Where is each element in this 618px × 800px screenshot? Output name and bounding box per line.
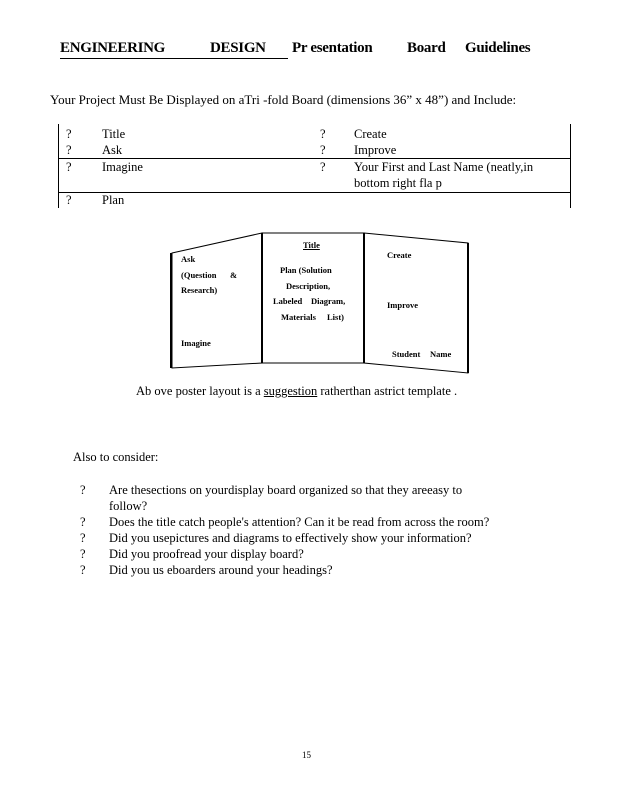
- table-cell-ask: Ask: [102, 143, 123, 157]
- title-word-board: Board: [407, 40, 446, 56]
- intro-text: Your Project Must Be Displayed on aTri -fold Board (dimensions 36” x 48”) and Include:: [50, 92, 517, 107]
- list-item-text: Are thesections on yourdisplay board organized so that they areeasy to: [109, 483, 463, 497]
- title-word-guidelines: Guidelines: [465, 40, 531, 56]
- list-item-mark: ?: [80, 515, 86, 529]
- board-label-research: Research): [181, 285, 218, 295]
- caption-underlined-word: suggestion: [263, 384, 318, 398]
- list-item-text: Does the title catch people's attention? Can it be read from across the room?: [109, 515, 490, 529]
- table-mark: ?: [66, 143, 72, 157]
- table-cell-improve: Improve: [354, 143, 397, 157]
- list-item-text: follow?: [109, 499, 148, 513]
- title-word-design: DESIGN: [210, 40, 266, 56]
- table-cell-create: Create: [354, 127, 387, 141]
- board-label-labeled: Labeled: [273, 296, 303, 306]
- list-item-text: Did you usepictures and diagrams to effectively show your information?: [109, 531, 472, 545]
- board-label-title: Title: [303, 240, 320, 250]
- list-item-mark: ?: [80, 531, 86, 545]
- title-word-engineering: ENGINEERING: [60, 40, 166, 56]
- list-item-mark: ?: [80, 547, 86, 561]
- diagram-caption: [136, 384, 457, 399]
- also-consider-heading: Also to consider:: [73, 450, 159, 464]
- table-mark: ?: [66, 193, 72, 207]
- board-label-student: Student: [392, 349, 421, 359]
- board-label-ask: Ask: [181, 254, 196, 264]
- caption-text-end: ratherthan astrict template .: [317, 384, 458, 398]
- table-right-border: [570, 124, 571, 208]
- board-label-list: List): [327, 312, 344, 322]
- table-row-divider: [58, 192, 571, 193]
- board-label-materials: Materials: [281, 312, 316, 322]
- board-label-imagine: Imagine: [181, 338, 211, 348]
- table-cell-imagine: Imagine: [102, 160, 143, 174]
- title-word-presentation: Pr esentation: [292, 40, 373, 56]
- list-item-text: Did you us eboarders around your headings?: [109, 563, 333, 577]
- board-label-description: Description,: [286, 281, 331, 291]
- list-item-mark: ?: [80, 483, 86, 497]
- table-cell-name-cont: bottom right fla p: [354, 176, 442, 190]
- table-cell-plan: Plan: [102, 193, 125, 207]
- board-label-plan: Plan (Solution: [280, 265, 332, 275]
- board-label-question: (Question: [181, 270, 217, 280]
- table-cell-name: Your First and Last Name (neatly,in: [354, 160, 534, 174]
- board-label-ampersand: &: [230, 270, 238, 280]
- table-mark: ?: [66, 160, 72, 174]
- list-item-mark: ?: [80, 563, 86, 577]
- trifold-board-diagram: [170, 228, 475, 378]
- board-label-create: Create: [387, 250, 412, 260]
- requirements-table: [58, 124, 571, 208]
- list-item-text: Did you proofread your display board?: [109, 547, 304, 561]
- board-label-improve: Improve: [387, 300, 419, 310]
- board-label-diagram: Diagram,: [311, 296, 346, 306]
- table-cell-title: Title: [102, 127, 126, 141]
- table-mark: ?: [320, 127, 326, 141]
- board-label-name: Name: [430, 349, 452, 359]
- table-mark: ?: [66, 127, 72, 141]
- page-number: 15: [302, 750, 311, 760]
- caption-text-start: Ab ove poster layout is a: [136, 384, 264, 398]
- table-mark: ?: [320, 143, 326, 157]
- title-underline: [60, 58, 288, 59]
- table-mark: ?: [320, 160, 326, 174]
- table-left-border: [58, 124, 59, 208]
